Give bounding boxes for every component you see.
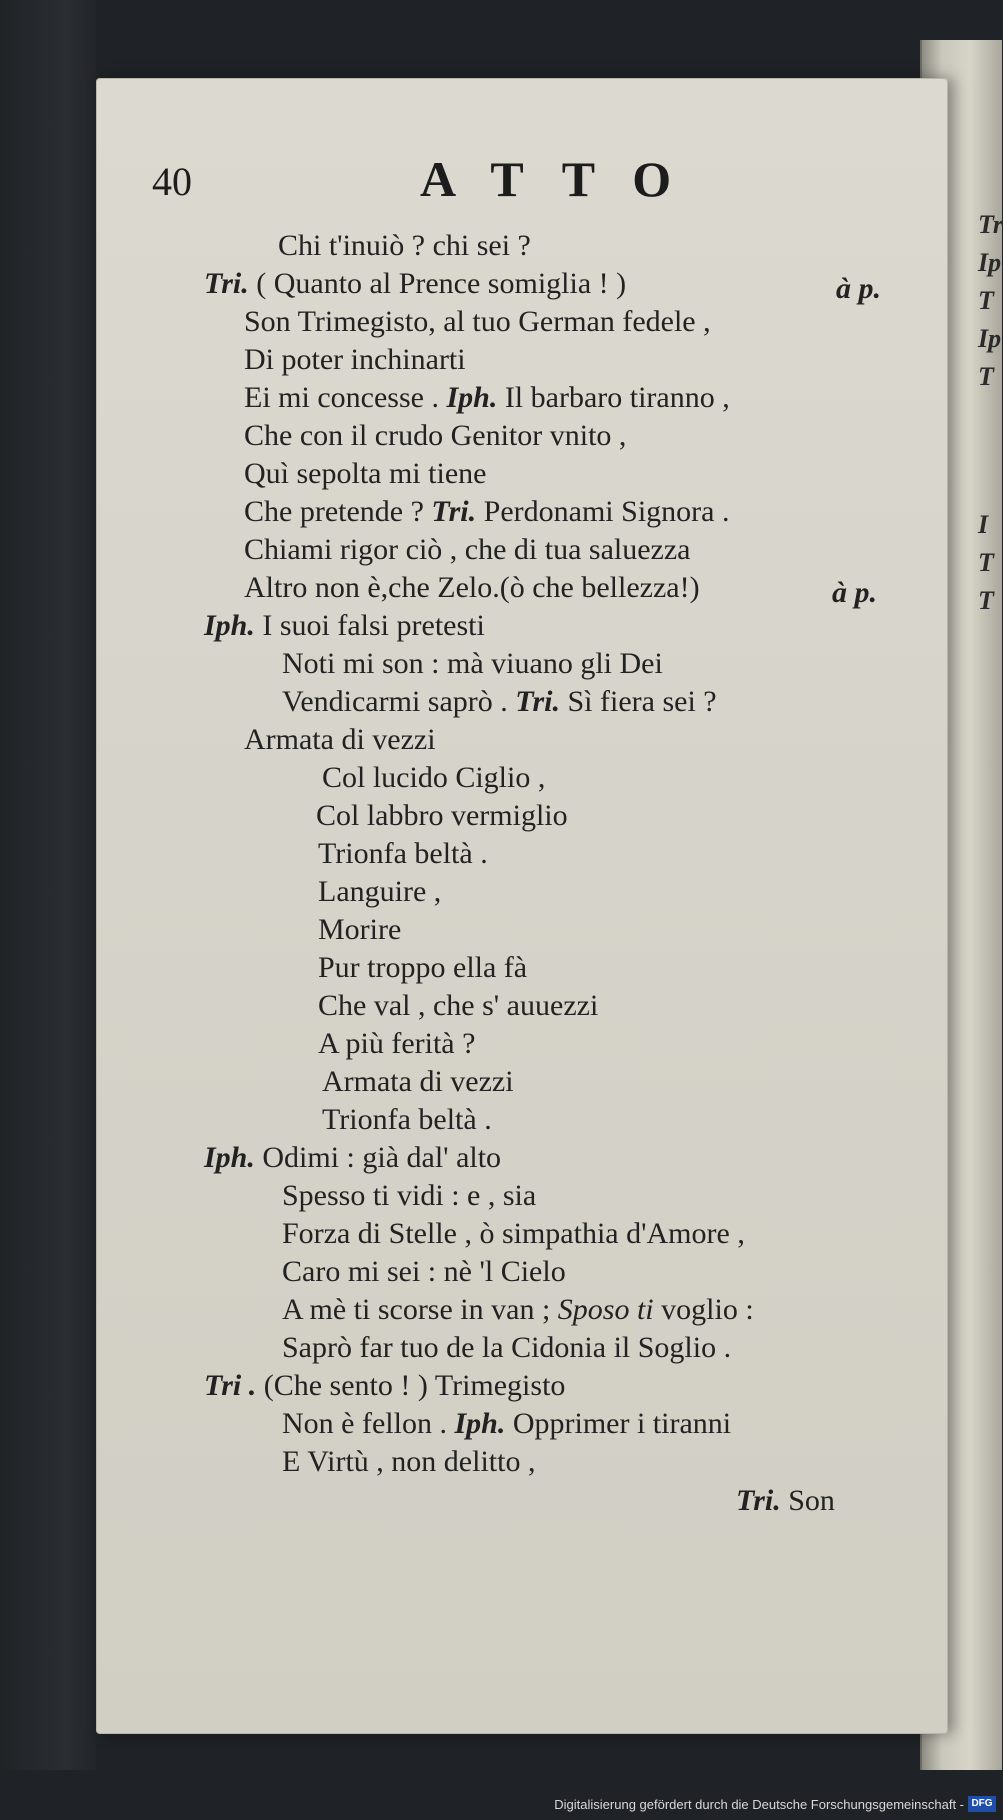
dfg-logo: DFG (968, 1796, 996, 1812)
speaker-label: Iph. (454, 1407, 506, 1440)
text-line: Languire , (318, 875, 442, 908)
next-page-fragment: T (978, 586, 994, 615)
text-line: Tri. ( Quanto al Prence somiglia ! ) (204, 267, 627, 300)
text-line: Caro mi sei : nè 'l Cielo (282, 1255, 566, 1288)
next-page-fragment: T (978, 548, 994, 577)
text-line: Che val , che s' auuezzi (318, 989, 599, 1022)
text-line: Morire (318, 913, 402, 946)
text-line: Chiami rigor ciò , che di tua saluezza (244, 533, 691, 566)
running-header: ATTO (420, 151, 710, 207)
aside-marker: à p. (832, 576, 877, 609)
text-line: Pur troppo ella fà (318, 951, 528, 984)
text-line: Chi t'inuiò ? chi sei ? (278, 229, 531, 262)
text-line: Armata di vezzi (322, 1065, 514, 1098)
speaker-label: Tri . (204, 1369, 257, 1402)
speaker-label: Iph. (204, 609, 255, 642)
text-line: Quì sepolta mi tiene (244, 457, 487, 490)
text-line: Che con il crudo Genitor vnito , (244, 419, 627, 452)
text-line: Son Trimegisto, al tuo German fedele , (244, 305, 711, 338)
text-line: Spesso ti vidi : e , sia (282, 1179, 537, 1212)
text-line: Tri . (Che sento ! ) Trimegisto (204, 1369, 566, 1402)
page-number: 40 (152, 159, 192, 204)
next-page-fragment: I (978, 510, 989, 539)
text-line: Trionfa beltà . (322, 1103, 492, 1136)
next-page-fragment: Ip (978, 324, 1002, 353)
text-line: Vendicarmi saprò . Tri. Sì fiera sei ? (282, 685, 717, 718)
text-line: Di poter inchinarti (244, 343, 466, 376)
speaker-label: Tri. (515, 685, 560, 718)
speaker-label: Iph. (446, 381, 498, 414)
footer-credit: Digitalisierung gefördert durch die Deutsche Forschungsgemeinschaft - (554, 1797, 964, 1812)
catchword: Tri. Son (736, 1484, 835, 1517)
text-line: Col labbro vermiglio (316, 799, 568, 832)
next-page-fragment: Tr (978, 210, 1003, 239)
speaker-label: Tri. (431, 495, 477, 528)
text-line: Altro non è,che Zelo.(ò che bellezza!) (244, 571, 700, 604)
text-line: A mè ti scorse in van ; Sposo ti voglio : (282, 1293, 754, 1326)
text-line: E Virtù , non delitto , (282, 1445, 536, 1478)
speaker-label: Iph. (204, 1141, 255, 1174)
aside-marker: à p. (836, 272, 881, 305)
text-line: Che pretende ? Tri. Perdonami Signora . (244, 495, 730, 528)
text-line: Iph. Odimi : già dal' alto (204, 1141, 502, 1174)
footer-bar (0, 1790, 1000, 1820)
next-page-fragment: T (978, 286, 994, 315)
next-page-fragment: T (978, 362, 994, 391)
text-line: Trionfa beltà . (318, 837, 488, 870)
text-line: Armata di vezzi (244, 723, 436, 756)
text-line: Saprò far tuo de la Cidonia il Soglio . (282, 1331, 732, 1364)
text-line: A più ferità ? (318, 1027, 476, 1060)
next-page-fragment: Ip (978, 248, 1002, 277)
speaker-label: Tri. (204, 267, 249, 300)
text-line: Ei mi concesse . Iph. Il barbaro tiranno , (244, 381, 730, 414)
text-line: Col lucido Ciglio , (322, 761, 546, 794)
text-line: Iph. I suoi falsi pretesti (204, 609, 485, 642)
text-line: Noti mi son : mà viuano gli Dei (282, 647, 663, 680)
text-line: Forza di Stelle , ò simpathia d'Amore , (282, 1217, 745, 1250)
text-line: Non è fellon . Iph. Opprimer i tiranni (282, 1407, 732, 1440)
